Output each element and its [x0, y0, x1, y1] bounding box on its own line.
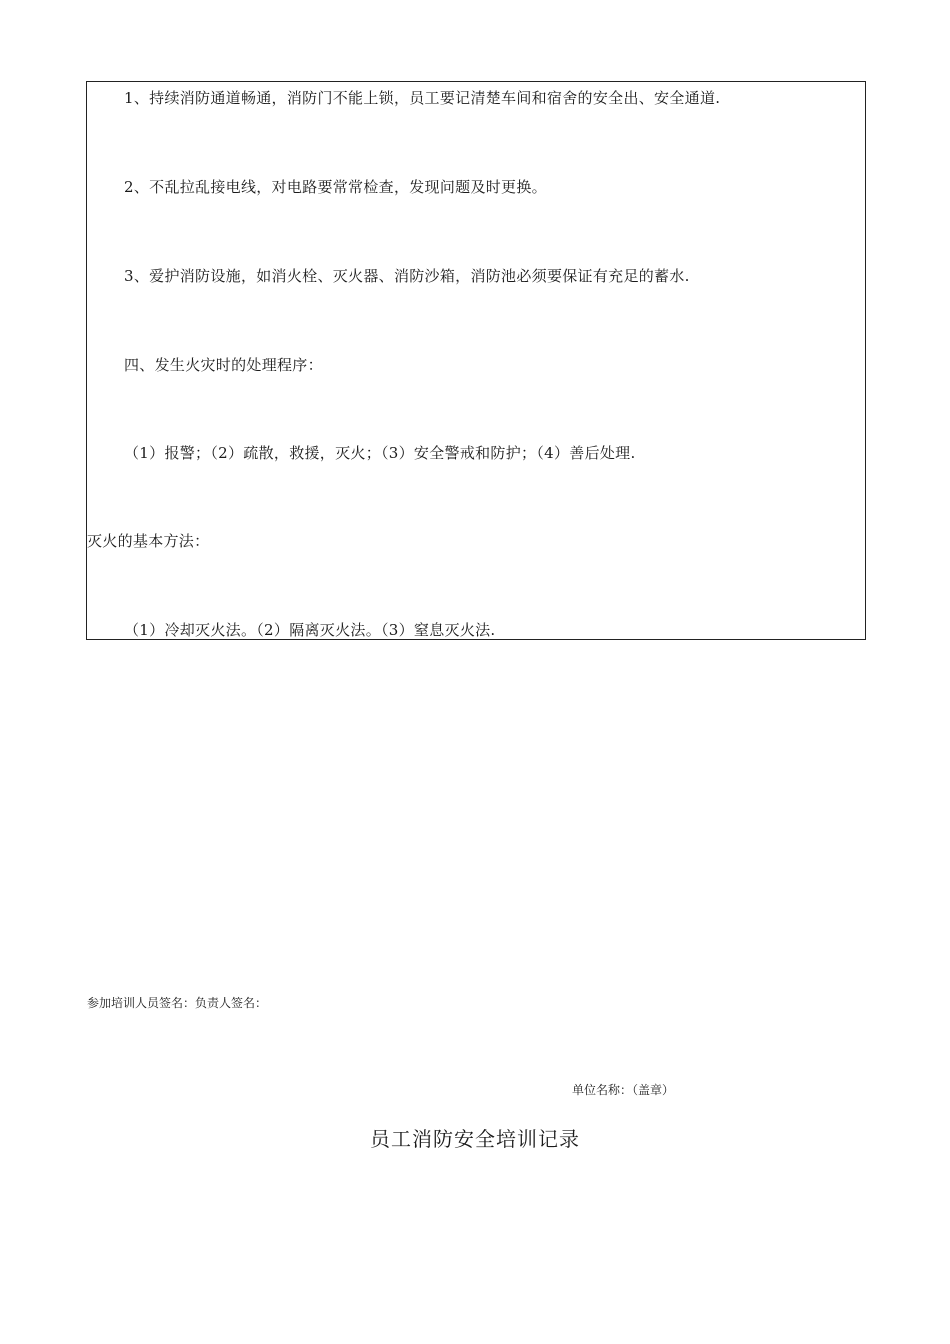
extinguish-methods-list: （1）冷却灭火法。（2）隔离灭火法。（3）窒息灭火法. [124, 621, 496, 639]
table-left-rule [86, 288, 87, 320]
unit-name-stamp-line: 单位名称：（盖章） [572, 1083, 675, 1097]
section-heading-extinguish-methods: 灭火的基本方法： [87, 532, 210, 550]
rule-item-3: 3、爱护消防设施，如消火栓、灭火器、消防沙箱，消防池必须要保证有充足的蓄水. [124, 267, 690, 285]
table-left-rule [86, 109, 87, 141]
signature-line: 参加培训人员签名：负责人签名： [87, 996, 268, 1010]
rule-item-2: 2、不乱拉乱接电线，对电路要常常检查，发现问题及时更换。 [124, 178, 547, 196]
table-left-rule [86, 466, 87, 498]
table-left-rule [86, 199, 87, 231]
page-title: 员工消防安全培训记录 [370, 1127, 580, 1151]
rule-item-1: 1、持续消防通道畅通，消防门不能上锁，员工要记清楚车间和宿舍的安全出、安全通道. [124, 89, 721, 107]
section-heading-fire-procedure: 四、发生火灾时的处理程序： [124, 356, 323, 374]
table-left-rule [86, 576, 87, 608]
fire-procedure-steps: （1）报警；（2）疏散，救援，灭火；（3）安全警戒和防护；（4）善后处理. [124, 444, 636, 462]
